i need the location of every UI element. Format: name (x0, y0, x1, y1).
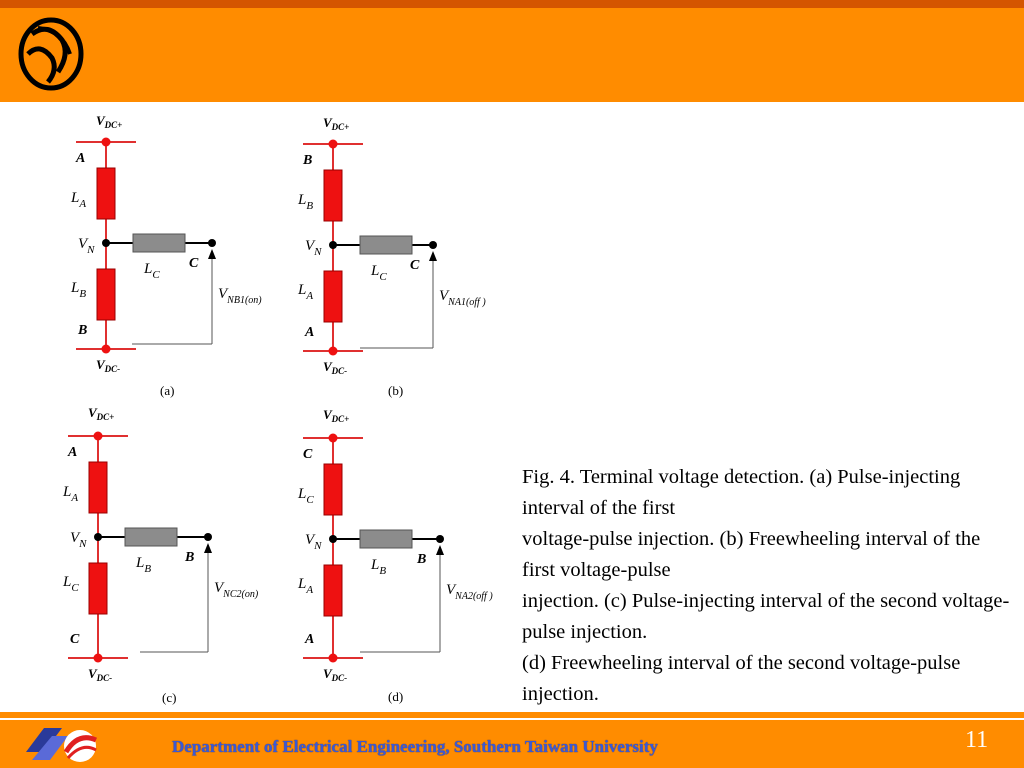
terminal-label-c (184, 550, 194, 565)
top-supply-node-c (94, 432, 103, 441)
meter-arrow-c (204, 543, 212, 553)
top-node-label-b (302, 153, 312, 168)
side-inductor-label-d (370, 557, 386, 577)
bottom-supply-label-a (96, 357, 120, 374)
lower-inductor-label-c (62, 574, 79, 594)
neutral-node-label-b-main: V (305, 238, 315, 254)
top-supply-label-b-sub: DC+ (331, 122, 350, 132)
figure-caption: Fig. 4. Terminal voltage detection. (a) Pulse-injecting interval of the first voltage-pulse injection. (b) Freewheeling interval of the first voltage-pulse injection. (c) Pulse-injecting interval of the second voltage-pulse injection. (d) Freewheeling interval of the second voltage-pulse injection. (522, 466, 1010, 705)
terminal-voltage-label-a-main: V (218, 286, 228, 302)
bottom-supply-label-a-sub: DC- (104, 364, 121, 374)
lower-inductor-c (89, 563, 107, 614)
top-node-label-a (75, 151, 85, 166)
top-supply-node-b (329, 140, 338, 149)
lower-inductor-a (97, 269, 115, 320)
panel-label-a-main: (a) (160, 383, 175, 398)
meter-arrow-d (436, 545, 444, 555)
side-inductor-label-c-sub: B (144, 563, 152, 575)
terminal-voltage-label-c-sub: NC2(on) (223, 589, 259, 600)
bottom-node-label-b-main: A (305, 325, 315, 340)
neutral-node-label-b (305, 238, 322, 258)
header-top-stripe (0, 0, 1024, 8)
upper-inductor-label-b-sub: B (306, 200, 314, 212)
top-supply-label-c-main: V (88, 405, 97, 420)
terminal-label-a (189, 256, 199, 271)
lower-inductor-label-b-main: L (298, 282, 307, 298)
upper-inductor-label-d (297, 486, 314, 506)
side-inductor-label-a-sub: C (152, 269, 160, 281)
bottom-supply-label-c-sub: DC- (96, 673, 113, 683)
upper-inductor-label-c (62, 484, 78, 504)
bottom-node-label-a-main: B (78, 323, 88, 338)
neutral-node-label-b-sub: N (314, 246, 322, 258)
terminal-voltage-label-b-sub: NA1(off ) (448, 297, 486, 308)
terminal-voltage-label-d-main: V (446, 582, 456, 598)
bottom-supply-label-c-main: V (88, 666, 97, 681)
top-supply-label-c (88, 405, 114, 422)
bottom-node-label-c (70, 632, 80, 647)
lower-inductor-d (324, 565, 342, 616)
terminal-voltage-label-b (439, 288, 486, 308)
neutral-node-label-a-sub: N (87, 244, 95, 256)
top-supply-label-d (323, 407, 349, 424)
side-inductor-label-d-main: L (371, 557, 380, 573)
top-supply-label-b (323, 115, 349, 132)
side-inductor-d (360, 530, 412, 548)
bottom-supply-label-d-sub: DC- (331, 673, 348, 683)
terminal-label-b-main: C (410, 258, 420, 273)
side-inductor-a (133, 234, 185, 252)
bottom-supply-label-d-main: V (323, 666, 332, 681)
neutral-node-b (329, 241, 337, 249)
panel-label-c-main: (c) (162, 690, 177, 705)
lower-inductor-label-a (70, 280, 86, 300)
bottom-supply-label-a-main: V (96, 357, 105, 372)
bottom-supply-label-b-main: V (323, 359, 332, 374)
panel-label-d (388, 689, 403, 704)
footer-divider (0, 712, 1024, 718)
university-logo-icon (18, 14, 84, 92)
upper-inductor-label-b (297, 192, 313, 212)
lower-inductor-label-c-main: L (63, 574, 72, 590)
neutral-node-d (329, 535, 337, 543)
top-supply-label-a-main: V (96, 113, 105, 128)
footer-department-text: Department of Electrical Engineering, Southern Taiwan University (172, 737, 658, 756)
top-supply-label-d-sub: DC+ (331, 414, 350, 424)
neutral-node-label-a (78, 236, 95, 256)
neutral-node-label-c (70, 530, 87, 550)
lower-inductor-label-b-sub: A (306, 290, 314, 302)
lower-inductor-b (324, 271, 342, 322)
lower-inductor-label-a-main: L (71, 280, 80, 296)
upper-inductor-a (97, 168, 115, 219)
neutral-node-label-d-sub: N (314, 540, 322, 552)
upper-inductor-label-d-sub: C (306, 494, 314, 506)
bottom-node-label-a (77, 323, 87, 338)
top-node-label-d (303, 447, 313, 462)
bottom-node-label-b (304, 325, 314, 340)
bottom-supply-label-c (88, 666, 112, 683)
top-supply-label-c-sub: DC+ (96, 412, 115, 422)
neutral-node-a (102, 239, 110, 247)
bottom-supply-node-d (329, 654, 338, 663)
upper-inductor-label-a (70, 190, 86, 210)
terminal-voltage-label-a-sub: NB1(on) (227, 295, 262, 306)
slide-page-number: 11 (965, 727, 989, 753)
meter-arrow-b (429, 251, 437, 261)
terminal-node-c (204, 533, 212, 541)
terminal-label-d-main: B (417, 552, 427, 567)
side-inductor-label-b-main: L (371, 263, 380, 279)
circuit-figure (0, 108, 520, 713)
terminal-voltage-label-b-main: V (439, 288, 449, 304)
top-supply-label-a-sub: DC+ (104, 120, 123, 130)
terminal-voltage-label-d-sub: NA2(off ) (455, 591, 493, 602)
lower-inductor-label-b (297, 282, 313, 302)
bottom-node-label-c-main: C (70, 632, 80, 647)
bottom-supply-label-d (323, 666, 347, 683)
terminal-voltage-label-c-main: V (214, 580, 224, 596)
panel-label-b (388, 383, 403, 398)
lower-inductor-label-d-main: L (298, 576, 307, 592)
terminal-label-b (410, 258, 420, 273)
panel-label-c (162, 690, 176, 705)
bottom-supply-label-b (323, 359, 347, 376)
bottom-supply-node-c (94, 654, 103, 663)
terminal-node-b (429, 241, 437, 249)
top-node-label-c (67, 445, 77, 460)
panel-label-b-main: (b) (388, 383, 404, 398)
neutral-node-c (94, 533, 102, 541)
upper-inductor-label-a-main: L (71, 190, 80, 206)
lower-inductor-label-a-sub: B (79, 288, 87, 300)
neutral-node-label-d (305, 532, 322, 552)
top-supply-label-b-main: V (323, 115, 332, 130)
upper-inductor-label-b-main: L (298, 192, 307, 208)
top-supply-node-a (102, 138, 111, 147)
terminal-voltage-label-c (214, 580, 259, 600)
upper-inductor-label-a-sub: A (79, 198, 87, 210)
slide-header (0, 8, 1024, 102)
terminal-voltage-label-a (218, 286, 262, 306)
upper-inductor-label-d-main: L (298, 486, 307, 502)
side-inductor-label-c (135, 555, 151, 575)
upper-inductor-d (324, 464, 342, 515)
bottom-node-label-d (304, 632, 314, 647)
bottom-supply-node-b (329, 347, 338, 356)
lower-inductor-label-d (297, 576, 313, 596)
neutral-node-label-c-sub: N (79, 538, 87, 550)
neutral-node-label-d-main: V (305, 532, 315, 548)
meter-arrow-a (208, 249, 216, 259)
panel-label-a (160, 383, 174, 398)
neutral-node-label-c-main: V (70, 530, 80, 546)
side-inductor-label-c-main: L (136, 555, 145, 571)
terminal-node-a (208, 239, 216, 247)
lower-inductor-label-d-sub: A (306, 584, 314, 596)
neutral-node-label-a-main: V (78, 236, 88, 252)
top-node-label-d-main: C (303, 447, 313, 462)
upper-inductor-label-c-sub: A (71, 492, 79, 504)
upper-inductor-c (89, 462, 107, 513)
bottom-supply-label-b-sub: DC- (331, 366, 348, 376)
side-inductor-b (360, 236, 412, 254)
terminal-label-c-main: B (185, 550, 195, 565)
bottom-supply-node-a (102, 345, 111, 354)
terminal-node-d (436, 535, 444, 543)
top-supply-label-a (96, 113, 122, 130)
terminal-voltage-label-d (446, 582, 493, 602)
top-node-label-c-main: A (68, 445, 78, 460)
top-supply-label-d-main: V (323, 407, 332, 422)
panel-label-d-main: (d) (388, 689, 404, 704)
side-inductor-label-b-sub: C (379, 271, 387, 283)
side-inductor-label-d-sub: B (379, 565, 387, 577)
bottom-node-label-d-main: A (305, 632, 315, 647)
top-supply-node-d (329, 434, 338, 443)
top-node-label-a-main: A (76, 151, 86, 166)
upper-inductor-b (324, 170, 342, 221)
top-node-label-b-main: B (303, 153, 313, 168)
side-inductor-label-a (143, 261, 160, 281)
department-logo-icon (22, 722, 102, 766)
upper-inductor-label-c-main: L (63, 484, 72, 500)
side-inductor-label-a-main: L (144, 261, 153, 277)
terminal-label-d (416, 552, 426, 567)
side-inductor-label-b (370, 263, 387, 283)
side-inductor-c (125, 528, 177, 546)
terminal-label-a-main: C (189, 256, 199, 271)
lower-inductor-label-c-sub: C (71, 582, 79, 594)
